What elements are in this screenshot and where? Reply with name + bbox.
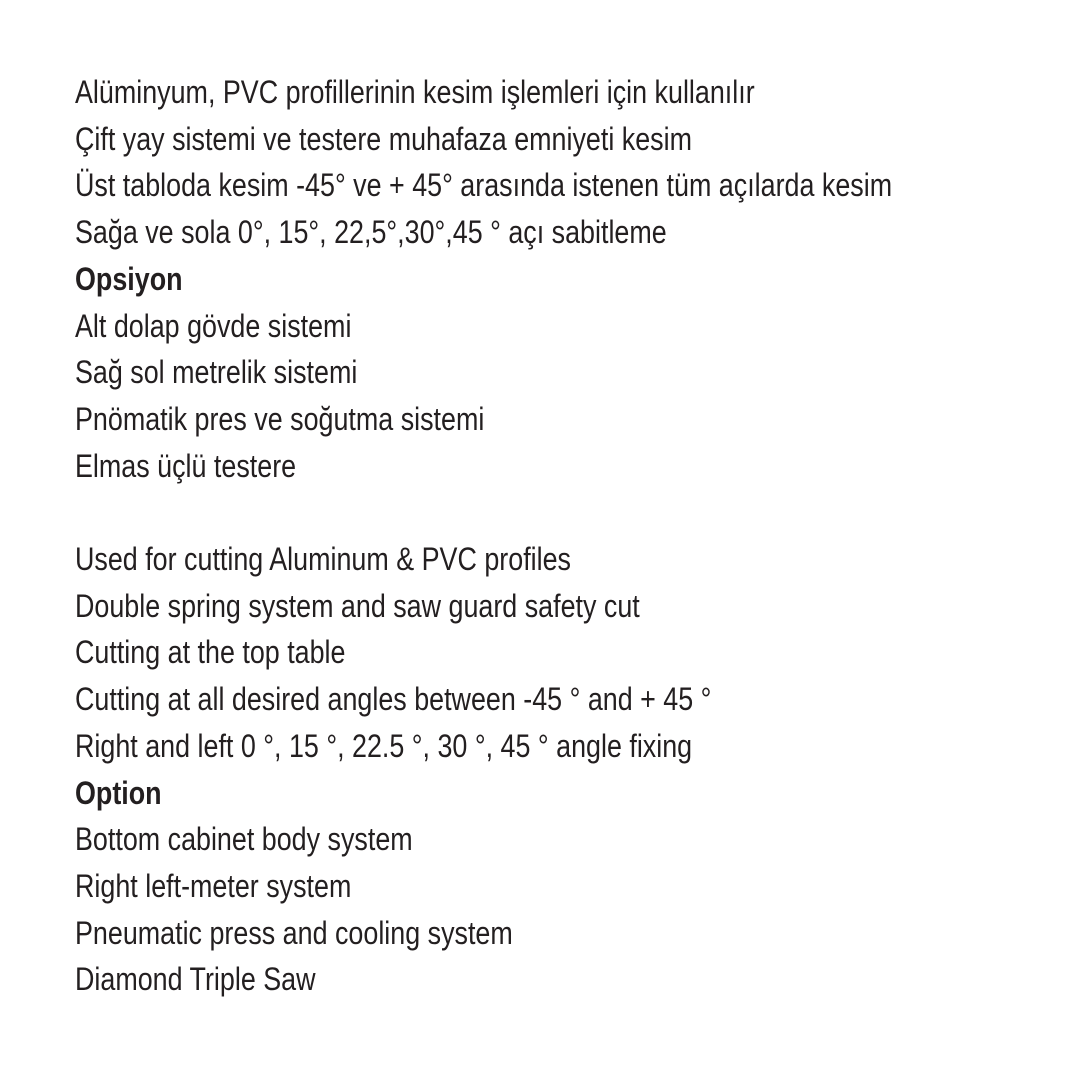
text-line: Alüminyum, PVC profillerinin kesim işlemleri için kullanılır xyxy=(75,74,755,110)
text-line: Used for cutting Aluminum & PVC profiles xyxy=(75,541,571,578)
text-line: Bottom cabinet body system xyxy=(75,821,413,858)
section-heading-option: Option xyxy=(75,774,162,811)
text-line: Çift yay sistemi ve testere muhafaza emniyeti kesim xyxy=(75,120,692,157)
text-line: Sağa ve sola 0°, 15°, 22,5°,30°,45 ° açı sabitleme xyxy=(75,214,667,251)
text-line: Cutting at the top table xyxy=(75,634,346,671)
text-line: Elmas üçlü testere xyxy=(75,447,297,484)
section-heading-opsiyon: Opsiyon xyxy=(75,260,183,297)
text-line: Pneumatic press and cooling system xyxy=(75,914,513,951)
text-line: Double spring system and saw guard safety cut xyxy=(75,587,640,624)
text-line: Alt dolap gövde sistemi xyxy=(75,307,352,344)
text-line: Right left-meter system xyxy=(75,867,352,904)
text-line: Üst tabloda kesim -45° ve + 45° arasında istenen tüm açılarda kesim xyxy=(75,167,893,204)
text-line: Right and left 0 °, 15 °, 22.5 °, 30 °, 45 ° angle fixing xyxy=(75,727,693,764)
text-line: Pnömatik pres ve soğutma sistemi xyxy=(75,400,485,437)
english-section xyxy=(75,536,1060,1003)
text-line: Cutting at all desired angles between -45 ° and + 45 ° xyxy=(75,681,712,718)
section-spacer xyxy=(75,489,1060,536)
text-line: Sağ sol metrelik sistemi xyxy=(75,354,358,391)
text-line: Diamond Triple Saw xyxy=(75,961,316,998)
turkish-section xyxy=(75,69,1060,489)
